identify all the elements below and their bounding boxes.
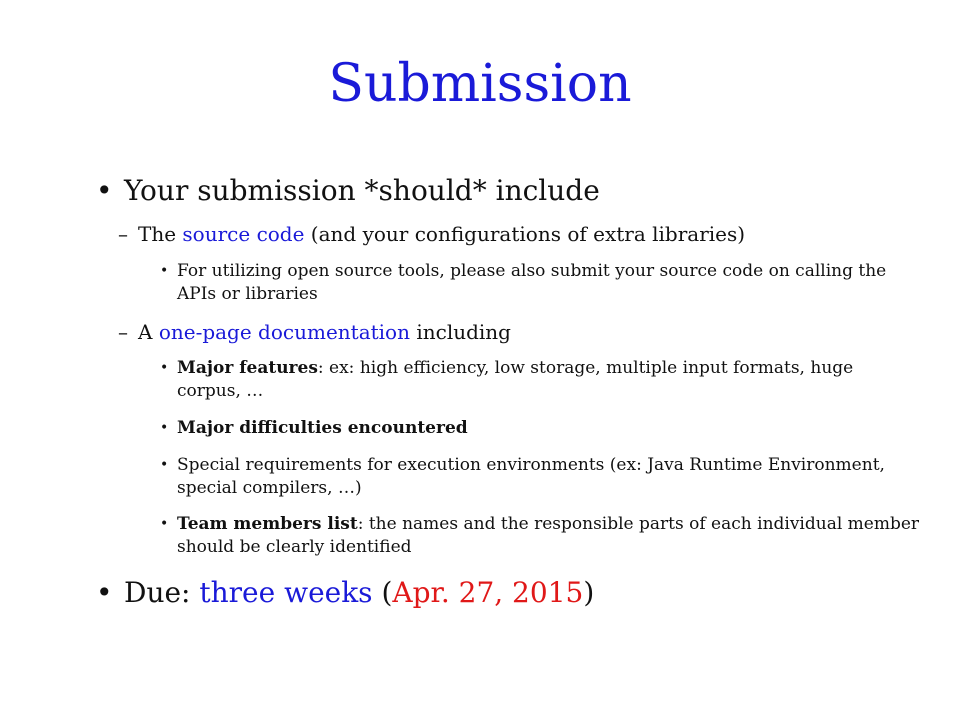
detail-bold-label: Team members list	[177, 514, 358, 534]
detail-text	[177, 454, 920, 500]
due-date: Apr. 27, 2015	[392, 576, 584, 609]
due-open-paren: (	[372, 576, 393, 609]
sub-item-suffix: including	[409, 320, 511, 344]
bullet-icon: •	[96, 576, 113, 609]
sub-item-prefix: The	[138, 222, 183, 246]
dash-icon: –	[118, 320, 128, 344]
detail-bold-label: Major difficulties encountered	[177, 418, 468, 438]
sub-item-prefix: A	[138, 320, 159, 344]
due-close-paren: )	[583, 576, 595, 609]
highlight-three-weeks: three weeks	[199, 576, 373, 609]
due-prefix: Due:	[124, 576, 200, 609]
detail-item-open-source	[160, 260, 920, 306]
detail-bold-label: Major features	[177, 358, 318, 378]
detail-text	[177, 417, 920, 440]
detail-item-special-requirements	[160, 454, 920, 500]
detail-item-major-difficulties	[160, 417, 920, 440]
bullet-icon: •	[96, 174, 113, 207]
detail-rest: Special requirements for execution environments (ex: Java Runtime Environment, special compilers, …)	[177, 455, 885, 498]
bullet-icon: •	[160, 420, 169, 436]
detail-rest: : the names and the responsible parts of each individual member should be clearly identified	[177, 514, 920, 557]
bullet-icon: •	[160, 263, 169, 279]
highlight-source-code: source code	[182, 222, 305, 246]
highlight-documentation: one-page documentation	[158, 320, 410, 344]
dash-icon: –	[118, 222, 128, 246]
bullet-icon: •	[160, 516, 169, 532]
detail-text: For utilizing open source tools, please also submit your source code on calling the APIs or libraries	[177, 261, 887, 304]
bullet-text: Your submission *should* include	[124, 174, 600, 207]
detail-item-team-members	[160, 513, 920, 559]
sub-item-text	[138, 319, 511, 345]
detail-text	[177, 357, 920, 403]
detail-item-major-features	[160, 357, 920, 403]
sub-item-text	[138, 221, 745, 247]
bullet-text	[124, 576, 594, 610]
sub-item-suffix: (and your configurations of extra libraries)	[304, 222, 746, 246]
bullet-icon: •	[160, 360, 169, 376]
detail-text	[177, 513, 920, 559]
slide-title: Submission	[328, 54, 632, 114]
bullet-icon: •	[160, 457, 169, 473]
detail-rest: : ex: high efficiency, low storage, multiple input formats, huge corpus, …	[177, 358, 854, 401]
